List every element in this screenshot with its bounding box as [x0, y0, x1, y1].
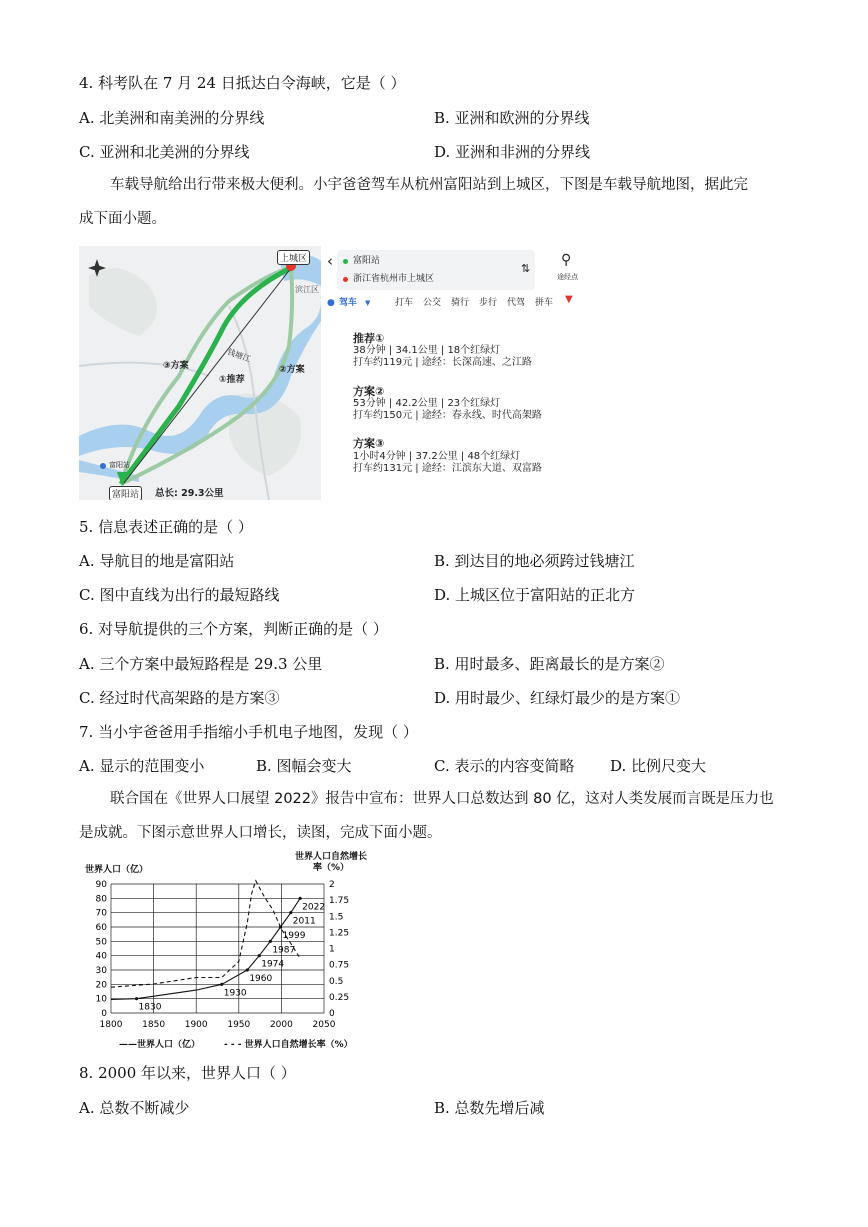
plan-detail: 1小时4分钟 | 37.2公里 | 48个红绿灯: [353, 451, 521, 462]
q8-stem: 8. 2000 年以来，世界人口（ ）: [79, 1064, 296, 1082]
data-point: [135, 997, 138, 1000]
y-right-tick-label: 0.5: [329, 976, 344, 987]
legend-dashed-item: - - - 世界人口自然增长率（%）: [224, 1040, 353, 1050]
total-length: 总长: 29.3公里: [155, 488, 224, 499]
q4-option-c: C. 亚洲和北美洲的分界线: [79, 143, 250, 161]
legend-dashed-label: 世界人口自然增长率（%）: [244, 1040, 353, 1050]
y-left-tick-label: 80: [95, 894, 107, 905]
plan-detail: 打车约131元 | 途经：江滨东大道、双富路: [353, 463, 542, 474]
map-view: [79, 246, 321, 500]
q7-option-a: A. 显示的范围变小: [79, 757, 205, 775]
plan-detail: 打车约119元 | 途经：长深高速、之江路: [353, 357, 532, 368]
start-dot-icon: [343, 259, 348, 264]
data-point-label: 1830: [138, 1002, 162, 1013]
x-tick-label: 1850: [142, 1020, 166, 1030]
destination-tag: 上城区: [277, 250, 310, 265]
route-panel: [325, 246, 591, 500]
right-axis-label: 世界人口自然增长率（%）: [294, 852, 367, 873]
legend-solid-item: ——世界人口（亿）: [119, 1040, 201, 1050]
x-tick-label: 1950: [227, 1020, 251, 1030]
data-point-label: 2011: [292, 916, 316, 927]
y-right-tick-label: 0.75: [329, 960, 350, 971]
plan3-label: ③方案: [163, 361, 189, 371]
tab-drive[interactable]: 驾车: [339, 298, 358, 308]
data-point: [289, 911, 292, 914]
q4-stem: 4. 科考队在 7 月 24 日抵达白令海峡，它是（ ）: [79, 74, 406, 92]
plan2-label: ②方案: [279, 365, 305, 375]
y-right-tick-label: 1.25: [329, 928, 350, 939]
data-point-label: 2022: [302, 902, 326, 913]
y-right-tick-label: 0.25: [329, 992, 350, 1003]
q6-option-d: D. 用时最少、红绿灯最少的是方案①: [434, 689, 681, 707]
intro-paragraph-line: 车载导航给出行带来极大便利。小宇爸爸驾车从杭州富阳站到上城区，下图是车载导航地图，据此完: [110, 177, 748, 193]
plan-detail: 53分钟 | 42.2公里 | 23个红绿灯: [353, 398, 501, 409]
y-right-tick-label: 1.5: [329, 912, 344, 923]
x-tick-label: 1800: [99, 1020, 123, 1030]
origin-tag: 富阳站: [109, 486, 142, 500]
data-point-label: 1987: [272, 945, 296, 956]
q7-option-c: C. 表示的内容变简略: [434, 757, 575, 775]
y-left-tick-label: 10: [95, 994, 107, 1005]
growth-rate-line: [111, 881, 300, 987]
y-right-tick-label: 0: [329, 1009, 335, 1019]
q5-option-c: C. 图中直线为出行的最短路线: [79, 586, 280, 604]
x-tick-label: 2050: [312, 1020, 336, 1030]
q4-option-a: A. 北美洲和南美洲的分界线: [79, 109, 265, 127]
q4-option-d: D. 亚洲和非洲的分界线: [434, 143, 591, 161]
q8-option-b: B. 总数先增后减: [434, 1099, 545, 1117]
y-left-tick-label: 0: [101, 1009, 107, 1019]
district-label: 滨江区: [295, 285, 319, 294]
q5-option-b: B. 到达目的地必须跨过钱塘江: [434, 552, 635, 570]
q5-option-d: D. 上城区位于富阳站的正北方: [434, 586, 636, 604]
plan-title[interactable]: 方案③: [353, 437, 385, 450]
y-left-tick-label: 30: [95, 966, 107, 976]
chevron-down-icon: ▼: [365, 299, 371, 307]
chart-svg: [79, 852, 399, 1052]
q6-stem: 6. 对导航提供的三个方案，判断正确的是（ ）: [79, 620, 388, 638]
end-field[interactable]: 浙江省杭州市上城区: [353, 274, 435, 284]
x-tick-label: 1900: [184, 1020, 208, 1030]
plan1-label: ①推荐: [219, 375, 245, 385]
data-point-label: 1960: [249, 974, 273, 984]
plan-detail: 38分钟 | 34.1公里 | 18个红绿灯: [353, 345, 501, 356]
left-axis-label: 世界人口（亿）: [85, 865, 149, 875]
y-left-tick-label: 40: [95, 951, 107, 962]
more-icon[interactable]: ▼: [565, 294, 573, 305]
q6-option-c: C. 经过时代高架路的是方案③: [79, 689, 280, 707]
river-label: 钱塘江: [226, 347, 252, 364]
plan-detail: 打车约150元 | 途经：春永线、时代高架路: [353, 410, 542, 421]
tab-chauffeur[interactable]: 代驾: [507, 298, 526, 308]
y-left-tick-label: 20: [95, 980, 107, 991]
car-icon: ●: [327, 298, 335, 308]
plan-title[interactable]: 推荐①: [353, 332, 385, 345]
search-icon[interactable]: ⚲: [561, 252, 572, 268]
data-point: [220, 983, 223, 986]
y-right-tick-label: 2: [329, 880, 335, 890]
q5-stem: 5. 信息表述正确的是（ ）: [79, 518, 253, 536]
intro-paragraph-line: 成下面小题。: [79, 211, 166, 227]
q4-option-b: B. 亚洲和欧洲的分界线: [434, 109, 590, 127]
data-point: [299, 897, 302, 900]
mode-tabs: [325, 294, 591, 312]
y-right-tick-label: 1: [329, 944, 335, 955]
data-point-label: 1930: [223, 988, 247, 999]
data-point-label: 1999: [282, 931, 306, 941]
intro-paragraph-line: 联合国在《世界人口展望 2022》报告中宣布：世界人口总数达到 80 亿，这对人类发展而言既是压力也: [110, 791, 774, 807]
q7-option-d: D. 比例尺变大: [610, 757, 707, 775]
q6-option-b: B. 用时最多、距离最长的是方案②: [434, 655, 665, 673]
start-field[interactable]: 富阳站: [353, 256, 381, 266]
navigation-map-figure: [79, 246, 591, 500]
y-left-tick-label: 50: [95, 937, 107, 948]
origin-small-label: 富阳站: [109, 461, 130, 469]
tab-taxi[interactable]: 打车: [395, 298, 414, 308]
plan-title[interactable]: 方案②: [353, 385, 385, 398]
data-point: [246, 968, 249, 971]
route-search-box[interactable]: [337, 250, 535, 290]
q7-option-b: B. 图幅会变大: [256, 757, 352, 775]
end-dot-icon: [343, 277, 348, 282]
data-point-label: 1974: [261, 959, 285, 970]
y-left-tick-label: 70: [95, 908, 107, 919]
y-left-tick-label: 60: [95, 923, 107, 933]
population-chart: [79, 852, 399, 1052]
intro-paragraph-line: 是成就。下图示意世界人口增长，读图，完成下面小题。: [79, 825, 442, 841]
tab-walk[interactable]: 步行: [479, 298, 498, 308]
tab-bus[interactable]: 公交: [423, 298, 442, 308]
x-tick-label: 2000: [269, 1020, 293, 1030]
tab-carpool[interactable]: 拼车: [535, 298, 554, 308]
y-left-tick-label: 90: [95, 880, 107, 890]
back-icon[interactable]: ‹: [327, 252, 333, 270]
data-point: [258, 954, 261, 957]
q6-option-a: A. 三个方案中最短路程是 29.3 公里: [79, 655, 323, 673]
waypoint-button[interactable]: 途经点: [557, 273, 578, 281]
swap-icon[interactable]: ⇅: [521, 262, 531, 275]
tab-bike[interactable]: 骑行: [451, 298, 470, 308]
data-point: [269, 940, 272, 943]
q7-stem: 7. 当小宇爸爸用手指缩小手机电子地图，发现（ ）: [79, 723, 418, 741]
q8-option-a: A. 总数不断减少: [79, 1099, 190, 1117]
y-right-tick-label: 1.75: [329, 896, 350, 907]
q5-option-a: A. 导航目的地是富阳站: [79, 552, 235, 570]
legend-solid-label: 世界人口（亿）: [137, 1040, 201, 1050]
